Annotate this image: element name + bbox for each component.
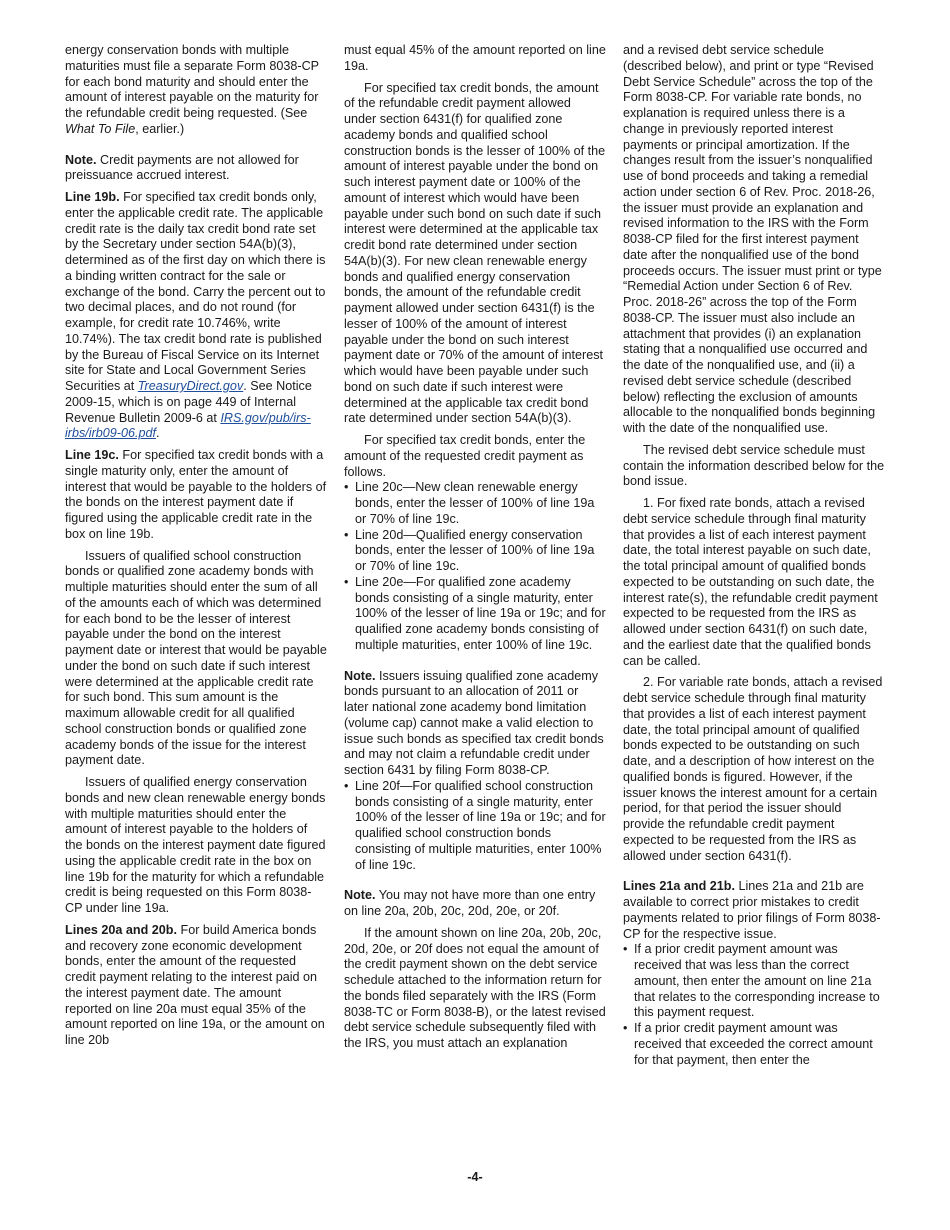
- bullet-icon: •: [623, 1021, 628, 1035]
- paragraph-specified-credit: For specified tax credit bonds, the amount of the refundable credit payment allowed under section 6431(f) for qualified zone academy bonds and qualified school construction bonds is the lesser of 100% of the amount of interest payable under the bond on such interest payment date or 100% of the amount of interest which would have been payable under such bond on such date if such interest were determined at the applicable tax credit bond rate determined under section 54A(b)(3). For new clean renewable energy bonds and qualified energy conservation bonds, the amount of the refundable credit payment allowed under section 6431(f) is the lesser of 100% of the amount of interest payable under the bond on such interest payment date or 70% of the amount of interest which would have been payable under such bond on such date if such interest were determined at the applicable tax credit bond rate determined under section 54A(b)(3).: [344, 80, 606, 426]
- paragraph-intro: energy conservation bonds with multiple maturities must file a separate Form 8038-CP for each bond maturity and should enter the amount of interest payable on the maturity for the refundable credit being requested. (See What To File, earlier.): [65, 43, 319, 136]
- paragraph-revised-schedule: and a revised debt service schedule (described below), and print or type “Revised Debt Service Schedule” across the top of the Form 8038-CP. For variable rate bonds, no explanation is required unless there is a change in previously reported interest payments or principal amortization. If the changes result from the issuer’s nonqualified use of bond proceeds and taking a remedial action under section 6 of Rev. Proc. 2018-26, the issuer must provide an explanation and revised information to the IRS with the Form 8038-CP filed for the first interest payment date after the nonqualified use of the bond proceeds occurs. The issuer must print or type “Remedial Action under Section 6 of Rev. Proc. 2018-26” across the top of the Form 8038-CP. The issuer must also include an attachment that provides (i) an explanation stating that a nonqualified use occurred and the date of the nonqualified use, and (ii) a revised debt service schedule (described below) reflecting the exclusion of amounts allocable to the nonqualified bonds beginning with the date of the nonqualified use.: [623, 43, 882, 435]
- section-line-19c: Line 19c. For specified tax credit bonds with a single maturity only, enter the amount of interest that would be payable to the holders of the bonds on the interest payment date if figured using the applicable credit rate in the box on line 19b.: [65, 448, 327, 541]
- item-variable-rate: 2. For variable rate bonds, attach a revised debt service schedule through final maturity that provides a list of each interest payment date, the total principal amount of qualified bonds expected to be outstanding on such date, and a description of how interest on the qualified bonds is figured. However, if the issuer knows the interest amount for a certain period, for that period the issuer should provide the refundable credit payment expected to be requested from the IRS as allowed under section 6431(f).: [623, 675, 883, 863]
- page-number: -4-: [467, 1170, 483, 1184]
- bullet-underpayment: • If a prior credit payment amount was received that was less than the correct amount, then enter the amount on line 21a that relates to the corresponding increase to this payment request.: [623, 942, 880, 1020]
- paragraph-requested-payment: For specified tax credit bonds, enter the amount of the requested credit payment as follows.: [344, 433, 586, 479]
- what-to-file-ref: What To File: [65, 121, 136, 136]
- paragraph-continued: must equal 45% of the amount reported on line 19a.: [344, 43, 606, 73]
- bullet-line-20f: • Line 20f—For qualified school construction bonds consisting of a single maturity, enter 100% of the lesser of line 19a or 19c; and for qualified school construction bonds consisting of multiple maturities, enter 100% of line 19c.: [344, 778, 606, 872]
- section-line-19b: Line 19b. For specified tax credit bonds only, enter the applicable credit rate. The applicable credit rate is the daily tax credit bond rate set by the Secretary under section 54A(b)(3), determined as of the first day on which there is a binding written contract for the sale or exchange of the bond. Carry the percent out to two decimal places, and do not round (for example, for credit rate 10.746%, write 10.74%). The tax credit bond rate is published by the Bureau of Fiscal Service on its Internet site for State and Local Government Series Securities at TreasuryDirect.gov. See Notice 2009-15, which is on page 449 of Internal Revenue Bulletin 2009-6 at IRS.gov/pub/irs-irbs/irb09-06.pdf.: [65, 190, 326, 441]
- bullet-icon: •: [344, 480, 349, 495]
- heading-line-19b: Line 19b.: [65, 190, 120, 204]
- bullet-line-20c: • Line 20c—New clean renewable energy bonds, enter the lesser of 100% of line 19a or 70% of line 19c.: [344, 480, 595, 526]
- paragraph-schedule-contents: The revised debt service schedule must contain the information described below for the bond issue.: [623, 442, 885, 489]
- link-treasurydirect[interactable]: TreasuryDirect.gov: [137, 379, 244, 393]
- heading-line-19c: Line 19c.: [65, 448, 119, 462]
- note-zone-academy: Note. Issuers issuing qualified zone academy bonds pursuant to an allocation of 2011 or later national zone academy bond limitation (volume cap) cannot make a valid election to issue such bonds as specified tax credit bonds and may not claim a refundable credit under section 6431 by filing Form 8038-CP.: [344, 668, 604, 777]
- paragraph-issuers-school: Issuers of qualified school construction bonds or qualified zone academy bonds with multiple maturities should enter the sum of all of the amounts each of which was determined for each bond to be the lesser of interest payable under the bond on the interest payment date or interest that would be payable under the bond on such date if such interest were determined at the applicable credit rate for such bond. This sum amount is the maximum allowable credit for all qualified school construction bonds or qualified zone academy bonds of the issue for the interest payment date.: [65, 548, 327, 768]
- section-lines-20a-20b: Lines 20a and 20b. For build America bonds and recovery zone economic development bonds, enter the amount of the requested credit payment relating to the interest paid on the interest payment date. The amount reported on line 20a must equal 35% of the amount reported on line 19a, or the amount on line 20b: [65, 922, 325, 1047]
- column-middle: [344, 43, 606, 1052]
- note-single-entry: Note. You may not have more than one entry on line 20a, 20b, 20c, 20d, 20e, or 20f.: [344, 888, 596, 918]
- item-fixed-rate: 1. For fixed rate bonds, attach a revised debt service schedule through final maturity that provides a list of each interest payment date, the total interest payable on such date, the total principal amount of qualified bonds expected to be outstanding on such date, the interest rate(s), the refundable credit payment expected to be requested from the IRS as allowed under section 6431(f) on such date, and the earliest date that the qualified bonds can be called.: [623, 496, 878, 668]
- bullet-icon: •: [344, 527, 349, 542]
- bullet-line-20d: • Line 20d—Qualified energy conservation bonds, enter the lesser of 100% of line 19a or 70% of line 19c.: [344, 527, 595, 573]
- bullet-line-20e: • Line 20e—For qualified zone academy bonds consisting of a single maturity, enter 100% of the lesser of line 19a or 19c; and for qualified zone academy bonds consisting of multiple maturities, enter 100% of line 19c.: [344, 574, 606, 652]
- bullet-icon: •: [344, 574, 349, 589]
- paragraph-amount-mismatch: If the amount shown on line 20a, 20b, 20c, 20d, 20e, or 20f does not equal the amount of the credit payment shown on the debt service schedule attached to the information return for the bonds filed separately with the IRS (Form 8038-TC or Form 8038-B), or the latest revised debt service schedule subsequently filed with the IRS, you must attach an explanation: [344, 925, 606, 1050]
- paragraph-issuers-energy: Issuers of qualified energy conservation bonds and new clean renewable energy bonds with multiple maturities should enter the amount of interest payable to the holders of the bonds on the interest payment date figured using the applicable credit rate in the box on line 19b for the maturity for which a refundable credit is being requested on this Form 8038-CP under line 19a.: [65, 775, 326, 915]
- link-irb09-06[interactable]: IRS.gov/pub/irs-irbs/irb09-06.pdf: [65, 410, 311, 441]
- column-left: [65, 43, 327, 1049]
- bullet-overpayment: • If a prior credit payment amount was received that exceeded the correct amount for that payment, then enter the: [623, 1021, 873, 1067]
- heading-lines-21a-21b: Lines 21a and 21b.: [623, 879, 735, 894]
- note-preissuance: Note. Credit payments are not allowed for preissuance accrued interest.: [65, 152, 299, 183]
- column-right: [623, 43, 885, 1068]
- heading-lines-20a-20b: Lines 20a and 20b.: [65, 922, 177, 937]
- bullet-icon: •: [623, 942, 628, 957]
- bullet-icon: •: [344, 778, 349, 793]
- section-lines-21a-21b: Lines 21a and 21b. Lines 21a and 21b are available to correct prior mistakes to credit payments related to prior filings of Form 8038-CP for the respective issue.: [623, 879, 881, 941]
